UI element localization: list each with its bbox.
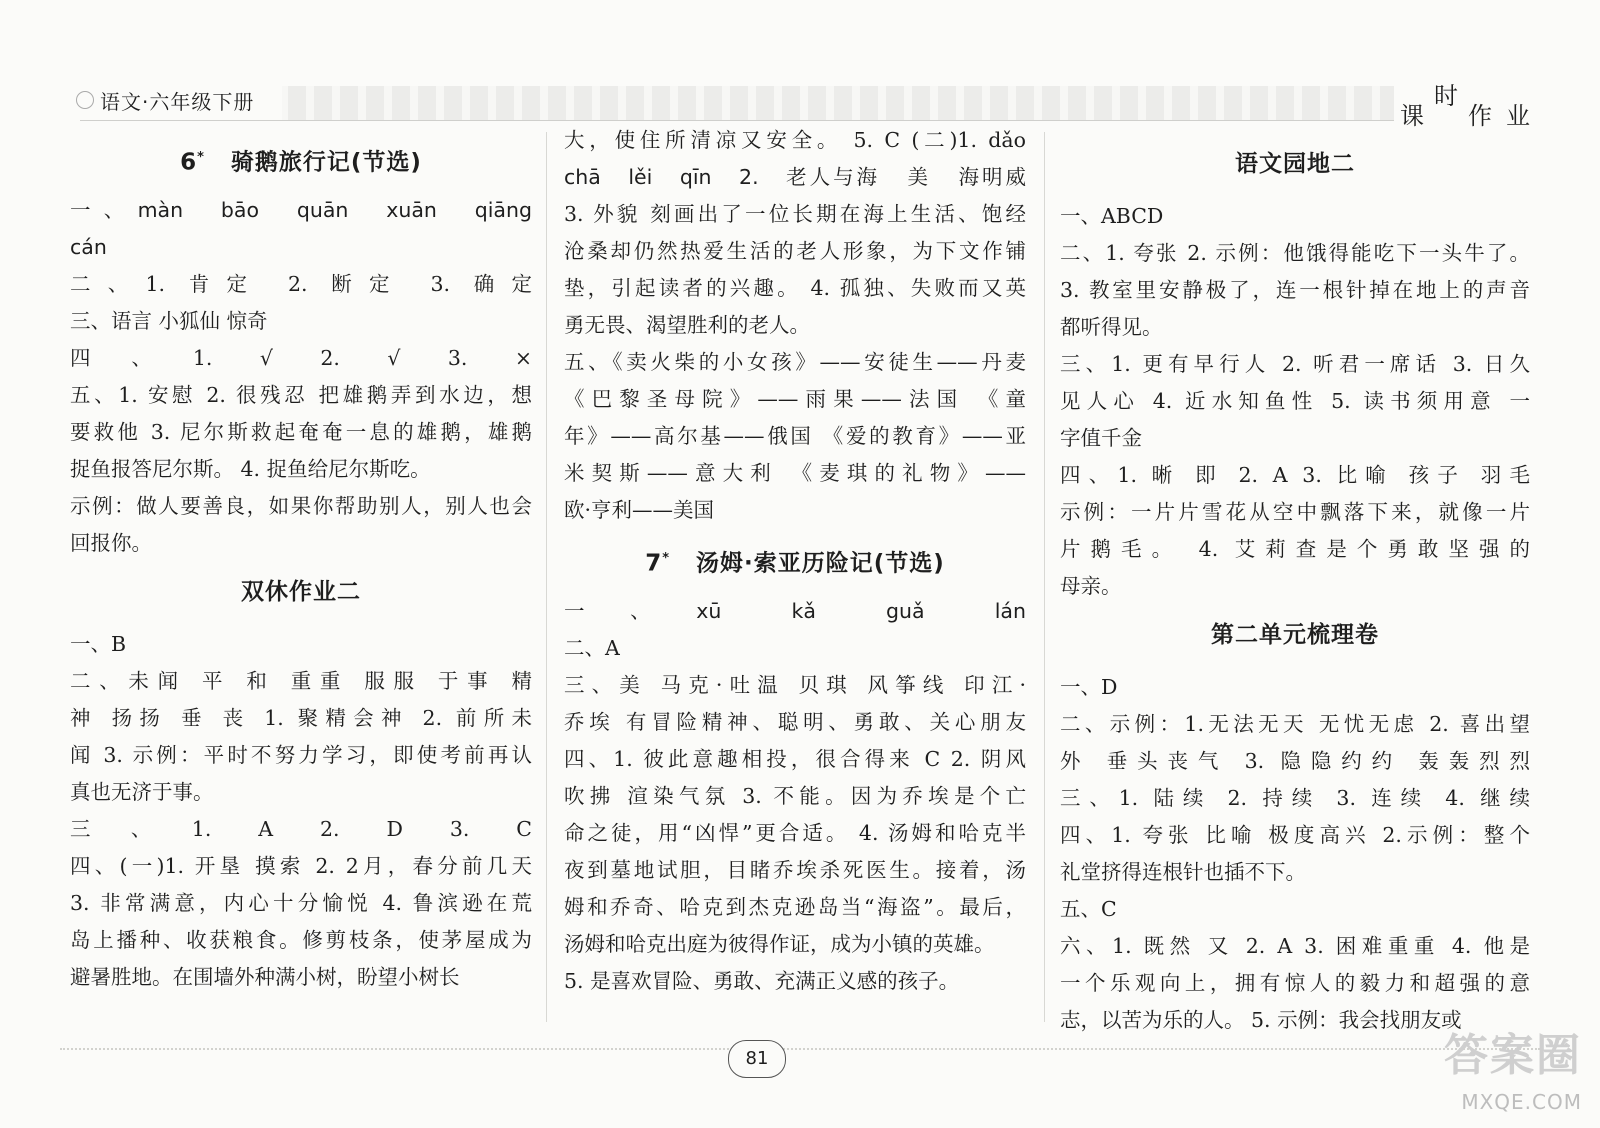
section-number: 7 xyxy=(645,550,663,577)
section-title-text: 汤姆·索亚历险记(节选) xyxy=(696,550,945,577)
header-char: 作 xyxy=(1468,102,1498,130)
answer-line: 志，以苦为乐的人。 5. 示例：我会找朋友或 xyxy=(1060,1008,1462,1032)
answer-line: 见人心 4. 近水知鱼性 5. 读书须用意 一 xyxy=(1060,389,1530,413)
section-mark: * xyxy=(662,551,671,566)
answer-line: 二、1. 肯定 2. 断定 3. 确定 xyxy=(70,272,532,296)
answer-line: 要救他 3. 尼尔斯救起奄奄一息的雄鹅，雄鹅 xyxy=(70,420,532,444)
pinyin-line: 一、màn bāo quān xuān qiāng xyxy=(70,198,532,222)
answer-line: 夜到墓地试胆，目睹乔埃杀死医生。接着，汤 xyxy=(564,858,1026,882)
answer-line: 一、B xyxy=(70,632,127,656)
section-title-text: 双休作业二 xyxy=(241,579,361,605)
answer-line: 二、示例：1.无法无天 无忧无虑 2. 喜出望 xyxy=(1060,712,1530,736)
answer-line: 年》——高尔基——俄国 《爱的教育》——亚 xyxy=(564,424,1026,448)
answer-line: 三、1. A 2. D 3. C xyxy=(70,817,532,841)
answer-line: 汤姆和哈克出庭为彼得作证，成为小镇的英雄。 xyxy=(564,932,995,956)
watermark-logo: 答案圈 xyxy=(1444,1030,1582,1081)
answer-line: 沧桑却仍然热爱生活的老人形象，为下文作铺 xyxy=(564,239,1026,263)
answer-line: 四、(一)1. 开垦 摸索 2. 2月，春分前几天 xyxy=(70,854,532,878)
answer-line: 欧·亨利——美国 xyxy=(564,498,715,522)
answer-line: 神 扬扬 垂 丧 1. 聚精会神 2. 前所未 xyxy=(70,706,532,730)
answer-column-middle xyxy=(564,122,1026,1042)
header-char: 课 xyxy=(1400,102,1430,130)
answer-column-right xyxy=(1060,134,1530,1054)
page-number: 81 xyxy=(728,1040,786,1078)
answer-line: 礼堂挤得连根针也插不下。 xyxy=(1060,860,1306,884)
answer-line: 3. 外貌 刻画出了一位长期在海上生活、饱经 xyxy=(564,202,1026,226)
answer-line: 字值千金 xyxy=(1060,426,1142,450)
answer-line: 避暑胜地。在围墙外种满小树，盼望小树长 xyxy=(70,965,460,989)
answer-line: 二、1. 夸张 2. 示例：他饿得能吃下一头牛了。 xyxy=(1060,241,1530,265)
pinyin-line: chā lěi qīn 2. 老人与海 美 海明威 xyxy=(564,165,1026,189)
section-title-text: 第二单元梳理卷 xyxy=(1211,622,1379,648)
answer-line: 回报你。 xyxy=(70,531,152,555)
answer-line: 都听得见。 xyxy=(1060,315,1163,339)
column-divider xyxy=(546,132,547,1022)
header-decorative-band xyxy=(80,86,1520,121)
answer-line: 5. 是喜欢冒险、勇敢、充满正义感的孩子。 xyxy=(564,969,960,993)
answer-line: 四、1. 夸张 比喻 极度高兴 2.示例：整个 xyxy=(1060,823,1530,847)
answer-line: 母亲。 xyxy=(1060,574,1122,598)
answer-line: 三、1. 更有早行人 2. 听君一席话 3. 日久 xyxy=(1060,352,1530,376)
answer-line: 吹拂 渲染气氛 3. 不能。因为乔埃是个亡 xyxy=(564,784,1026,808)
section-title-text: 骑鹅旅行记(节选) xyxy=(230,149,422,176)
answer-line: 六、1. 既然 又 2. A 3. 困难重重 4. 他是 xyxy=(1060,934,1530,958)
answer-line: 四、1. 彼此意趣相投，很合得来 C 2. 阴风 xyxy=(564,747,1026,771)
answer-line: 三、美 马克·吐温 贝琪 风筝线 印江· xyxy=(564,673,1026,697)
section-title-text: 语文园地二 xyxy=(1235,151,1355,177)
answer-line: 三、1. 陆续 2. 持续 3. 连续 4. 继续 xyxy=(1060,786,1530,810)
pinyin-line: 一、xū kǎ guǎ lán xyxy=(564,599,1026,623)
answer-line: 真也无济于事。 xyxy=(70,780,214,804)
page-footer xyxy=(60,1048,1540,1090)
answer-line: 四、1. √ 2. √ 3. × xyxy=(70,346,532,370)
pinyin-line: cán xyxy=(70,235,107,259)
answer-column-left xyxy=(70,128,532,1048)
answer-line: 一、ABCD xyxy=(1060,204,1164,228)
answer-line: 3. 教室里安静极了，连一根针掉在地上的声音 xyxy=(1060,278,1530,302)
answer-line: 捉鱼报答尼尔斯。 4. 捉鱼给尼尔斯吃。 xyxy=(70,457,431,481)
answer-line: 闻 3. 示例：平时不努力学习，即使考前再认 xyxy=(70,743,532,767)
answer-line: 示例：一片片雪花从空中飘落下来，就像一片 xyxy=(1060,500,1530,524)
section-title xyxy=(70,564,532,620)
answer-line: 一个乐观向上，拥有惊人的毅力和超强的意 xyxy=(1060,971,1530,995)
section-title xyxy=(70,130,532,186)
answer-line: 示例：做人要善良，如果你帮助别人，别人也会 xyxy=(70,494,532,518)
answer-line: 一、D xyxy=(1060,675,1118,699)
answer-line: 米契斯——意大利 《麦琪的礼物》—— xyxy=(564,461,1026,485)
header-char: 时 xyxy=(1434,82,1464,110)
answer-line: 三、语言 小狐仙 惊奇 xyxy=(70,309,268,333)
section-title xyxy=(1060,607,1530,663)
answer-line: 五、1. 安慰 2. 很残忍 把雄鹅弄到水边，想 xyxy=(70,383,532,407)
answer-line: 五、C xyxy=(1060,897,1117,921)
answer-line: 四、1. 晰 即 2. A 3. 比喻 孩子 羽毛 xyxy=(1060,463,1530,487)
header-char: 业 xyxy=(1506,102,1536,130)
column-divider xyxy=(1044,132,1045,1022)
answer-line: 《巴黎圣母院》——雨果——法国 《童 xyxy=(564,387,1026,411)
answer-line: 姆和乔奇、哈克到杰克逊岛当“海盗”。最后， xyxy=(564,895,1026,919)
section-number: 6 xyxy=(180,149,198,176)
answer-line: 大，使住所清凉又安全。 5. C (二)1. dǎo xyxy=(564,128,1026,152)
answer-line: 垫，引起读者的兴趣。 4. 孤独、失败而又英 xyxy=(564,276,1026,300)
section-mark: * xyxy=(197,150,205,165)
watermark xyxy=(1422,1024,1582,1114)
section-title xyxy=(1060,136,1530,192)
section-title xyxy=(564,531,1026,587)
answer-line: 二、未闻 平 和 重重 服服 于事 精 xyxy=(70,669,532,693)
answer-line: 勇无畏、渴望胜利的老人。 xyxy=(564,313,810,337)
answer-line: 二、A xyxy=(564,636,620,660)
answer-line: 片鹅毛。 4. 艾莉查是个勇敢坚强的 xyxy=(1060,537,1530,561)
answer-line: 3. 非常满意，内心十分愉悦 4. 鲁滨逊在荒 xyxy=(70,891,532,915)
answer-line: 乔埃 有冒险精神、聪明、勇敢、关心朋友 xyxy=(564,710,1026,734)
header-subject: 语文·六年级下册 xyxy=(74,84,282,120)
answer-line: 外 垂头丧气 3. 隐隐约约 轰轰烈烈 xyxy=(1060,749,1530,773)
answer-line: 命之徒，用“凶悍”更合适。 4. 汤姆和哈克半 xyxy=(564,821,1026,845)
watermark-url: MXQE.COM xyxy=(1461,1090,1582,1114)
header-series-title xyxy=(1394,70,1544,130)
answer-line: 五、《卖火柴的小女孩》——安徒生——丹麦 xyxy=(564,350,1026,374)
answer-line: 岛上播种、收获粮食。修剪枝条，使茅屋成为 xyxy=(70,928,532,952)
